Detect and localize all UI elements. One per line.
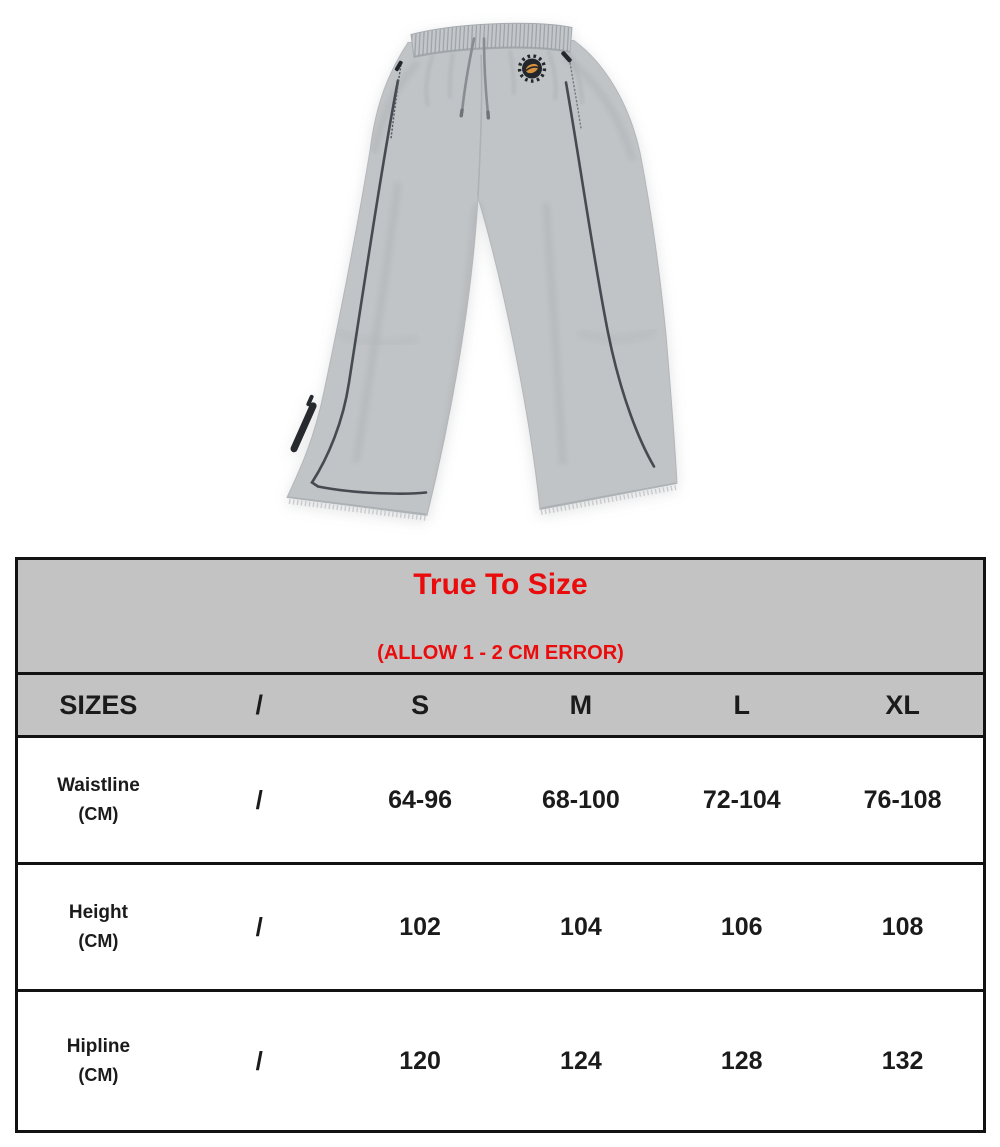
cell-hipline-l: 128 <box>720 1046 763 1075</box>
cell-waistline-l: 72-104 <box>702 785 781 814</box>
column-header-l: L <box>733 689 750 720</box>
row-unit-text: (CM) <box>78 1065 119 1085</box>
row-label-text: Height <box>68 902 128 923</box>
cell-waistline-xl: 76-108 <box>863 785 942 814</box>
table-row-height <box>18 862 983 989</box>
cell-waistline-slash: / <box>255 784 263 815</box>
cell-hipline-xl: 132 <box>881 1046 924 1075</box>
cell-hipline-slash: / <box>255 1045 263 1076</box>
table-title-block <box>18 560 983 672</box>
fabric-texture <box>248 3 768 543</box>
table-row-hipline <box>18 989 983 1130</box>
cell-height-s: 102 <box>399 912 441 941</box>
column-header-row <box>18 672 983 735</box>
row-label-hipline <box>18 1032 179 1090</box>
product-photo <box>248 0 768 545</box>
cell-hipline-s: 120 <box>399 1046 441 1075</box>
cell-height-l: 106 <box>720 912 763 941</box>
row-unit-text: (CM) <box>78 931 119 951</box>
row-label-height <box>18 898 179 956</box>
row-label-text: Waistline <box>57 775 140 796</box>
cell-hipline-m: 124 <box>560 1046 602 1075</box>
sweatpants-image <box>248 0 768 545</box>
column-header-s: S <box>411 689 430 720</box>
column-header-sizes: SIZES <box>59 689 138 720</box>
row-label-waistline <box>18 771 179 829</box>
size-table <box>15 557 986 1133</box>
column-header-m: M <box>569 689 593 720</box>
table-row-waistline <box>18 735 983 862</box>
table-title: True To Size <box>413 568 588 601</box>
table-subtitle: (ALLOW 1 - 2 CM ERROR) <box>377 642 624 664</box>
cell-height-m: 104 <box>560 912 602 941</box>
cell-waistline-s: 64-96 <box>388 785 453 814</box>
cell-height-xl: 108 <box>881 912 924 941</box>
row-label-text: Hipline <box>66 1036 131 1057</box>
cell-height-slash: / <box>255 911 263 942</box>
column-header-slash: / <box>255 689 263 720</box>
cell-waistline-m: 68-100 <box>541 785 620 814</box>
row-unit-text: (CM) <box>78 804 119 824</box>
sweatpants <box>248 3 768 543</box>
column-header-xl: XL <box>885 689 920 720</box>
